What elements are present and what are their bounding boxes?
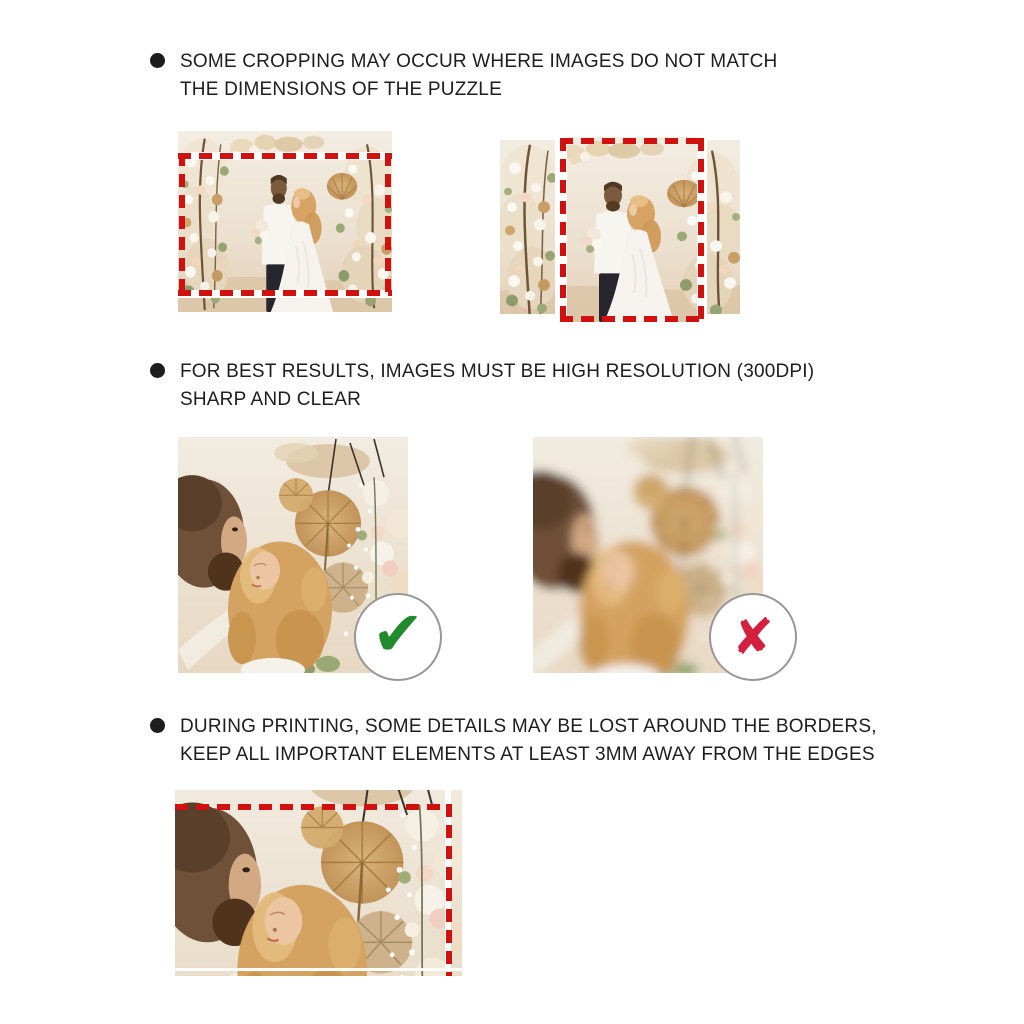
photo-crop-area <box>178 160 392 290</box>
crop-example-landscape <box>178 131 392 312</box>
approved-badge <box>354 593 442 681</box>
photo-crop-area <box>567 137 697 322</box>
crop-example-portrait <box>500 137 740 322</box>
note-line: SOME CROPPING MAY OCCUR WHERE IMAGES DO NOT MATCH <box>180 51 778 72</box>
check-icon: ✔ <box>372 597 424 670</box>
note-line: SHARP AND CLEAR <box>180 389 362 410</box>
sharp-photo-example <box>178 437 424 673</box>
safe-margin-example <box>175 790 462 976</box>
crop-dash-top <box>178 153 392 159</box>
crop-dash-right <box>385 153 391 296</box>
crop-dash-bottom <box>560 316 704 322</box>
bullet-icon <box>150 53 165 68</box>
crop-dash-left <box>179 153 185 296</box>
note-line: DURING PRINTING, SOME DETAILS MAY BE LOST AROUND THE BORDERS, <box>180 716 877 737</box>
photo-main-area <box>175 790 445 968</box>
note-line: KEEP ALL IMPORTANT ELEMENTS AT LEAST 3MM AWAY FROM THE EDGES <box>180 744 875 765</box>
photo-trim-strip-right <box>451 790 462 968</box>
safe-margin-dash-top <box>175 804 452 810</box>
crop-dash-bottom <box>178 290 392 296</box>
cross-icon: ✘ <box>732 608 774 666</box>
crop-dash-left <box>560 138 566 322</box>
photo-strip-bottom <box>178 298 392 312</box>
crop-dash-top <box>560 138 704 144</box>
safe-margin-dash-right <box>446 804 452 976</box>
instruction-note-resolution <box>150 358 814 414</box>
bullet-icon <box>150 363 165 378</box>
crop-dash-right <box>698 138 704 322</box>
photo-strip-right <box>707 140 740 314</box>
photo-trim-strip-bottom <box>175 971 462 976</box>
photo-strip-top <box>178 131 392 152</box>
note-line: THE DIMENSIONS OF THE PUZZLE <box>180 79 502 100</box>
instruction-note-cropping <box>150 48 777 104</box>
photo-strip-left <box>500 140 555 314</box>
bullet-icon <box>150 718 165 733</box>
rejected-badge <box>709 593 797 681</box>
instruction-note-borders <box>150 713 877 769</box>
note-line: FOR BEST RESULTS, IMAGES MUST BE HIGH RESOLUTION (300DPI) <box>180 361 815 382</box>
blurry-photo-example <box>533 437 774 673</box>
